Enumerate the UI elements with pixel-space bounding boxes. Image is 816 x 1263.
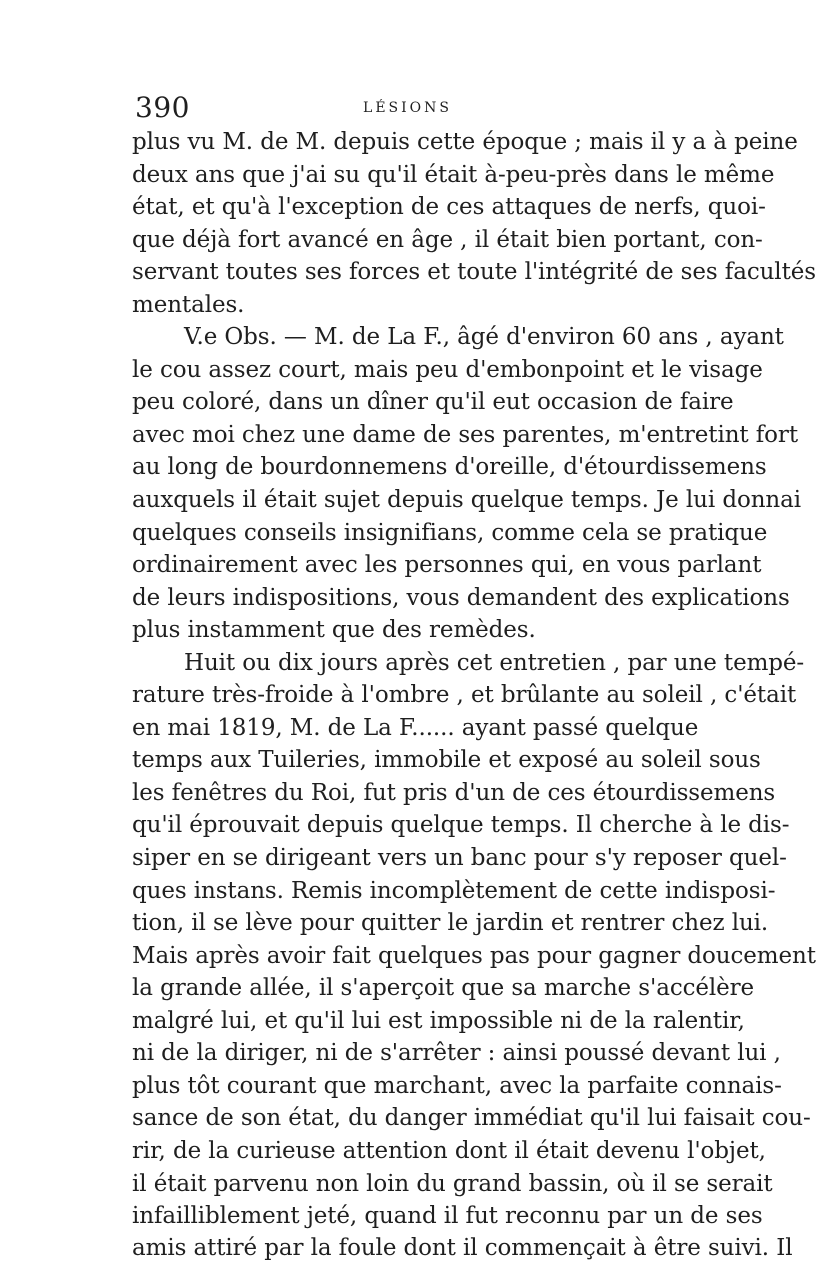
text-line: la grande allée, il s'aperçoit que sa marche s'accélère <box>132 975 755 1002</box>
running-head: LÉSIONS <box>363 100 452 116</box>
text-line: qu'il éprouvait depuis quelque temps. Il cherche à le dis- <box>132 812 790 839</box>
text-line: Mais après avoir fait quelques pas pour gagner doucement <box>132 942 816 969</box>
text-line: que déjà fort avancé en âge , il était bien portant, con- <box>132 226 763 253</box>
text-line: infailliblement jeté, quand il fut reconnu par un de ses <box>132 1203 763 1230</box>
text-line: le cou assez court, mais peu d'embonpoint et le visage <box>132 356 763 383</box>
text-line: ni de la diriger, ni de s'arrêter : ainsi poussé devant lui , <box>132 1040 781 1067</box>
text-line: ordinairement avec les personnes qui, en vous parlant <box>132 552 762 579</box>
text-line: tion, il se lève pour quitter le jardin et rentrer chez lui. <box>132 910 769 937</box>
text-line: servant toutes ses forces et toute l'intégrité de ses facultés <box>132 259 816 286</box>
text-line: il était parvenu non loin du grand bassin, où il se serait <box>132 1170 773 1197</box>
text-line: deux ans que j'ai su qu'il était à-peu-près dans le même <box>132 161 775 188</box>
text-line: Huit ou dix jours après cet entretien , par une tempé- <box>184 649 805 676</box>
text-line: au long de bourdonnemens d'oreille, d'étourdissemens <box>132 454 767 481</box>
text-line: malgré lui, et qu'il lui est impossible ni de la ralentir, <box>132 1007 745 1034</box>
page-header <box>135 92 680 124</box>
text-line: mentales. <box>132 291 245 318</box>
text-line: sance de son état, du danger immédiat qu'il lui faisait cou- <box>132 1105 811 1132</box>
page-number: 390 <box>135 91 190 124</box>
text-line: ques instans. Remis incomplètement de cette indisposi- <box>132 877 776 904</box>
text-line: siper en se dirigeant vers un banc pour s'y reposer quel- <box>132 845 787 872</box>
text-line: temps aux Tuileries, immobile et exposé au soleil sous <box>132 747 761 774</box>
text-line: peu coloré, dans un dîner qu'il eut occasion de faire <box>132 389 734 416</box>
text-line: rir, de la curieuse attention dont il était devenu l'objet, <box>132 1137 766 1164</box>
text-line: amis attiré par la foule dont il commençait à être suivi. Il <box>132 1234 793 1261</box>
text-line: avec moi chez une dame de ses parentes, m'entretint fort <box>132 421 798 448</box>
text-line: rature très-froide à l'ombre , et brûlante au soleil , c'était <box>132 682 797 709</box>
body-text <box>132 126 816 1261</box>
text-line: de leurs indispositions, vous demandent des explications <box>132 584 790 611</box>
text-line: état, et qu'à l'exception de ces attaques de nerfs, quoi- <box>132 194 766 221</box>
text-line: V.e Obs. — M. de La F., âgé d'environ 60 ans , ayant <box>184 324 784 351</box>
text-line: plus instamment que des remèdes. <box>132 617 536 644</box>
text-line: les fenêtres du Roi, fut pris d'un de ces étourdissemens <box>132 779 776 806</box>
text-line: auxquels il était sujet depuis quelque temps. Je lui donnai <box>132 487 801 514</box>
text-line: plus tôt courant que marchant, avec la parfaite connais- <box>132 1072 782 1099</box>
text-line: quelques conseils insignifians, comme cela se pratique <box>132 519 768 546</box>
text-line: en mai 1819, M. de La F...... ayant passé quelque <box>132 714 699 741</box>
text-line: plus vu M. de M. depuis cette époque ; mais il y a à peine <box>132 129 798 155</box>
